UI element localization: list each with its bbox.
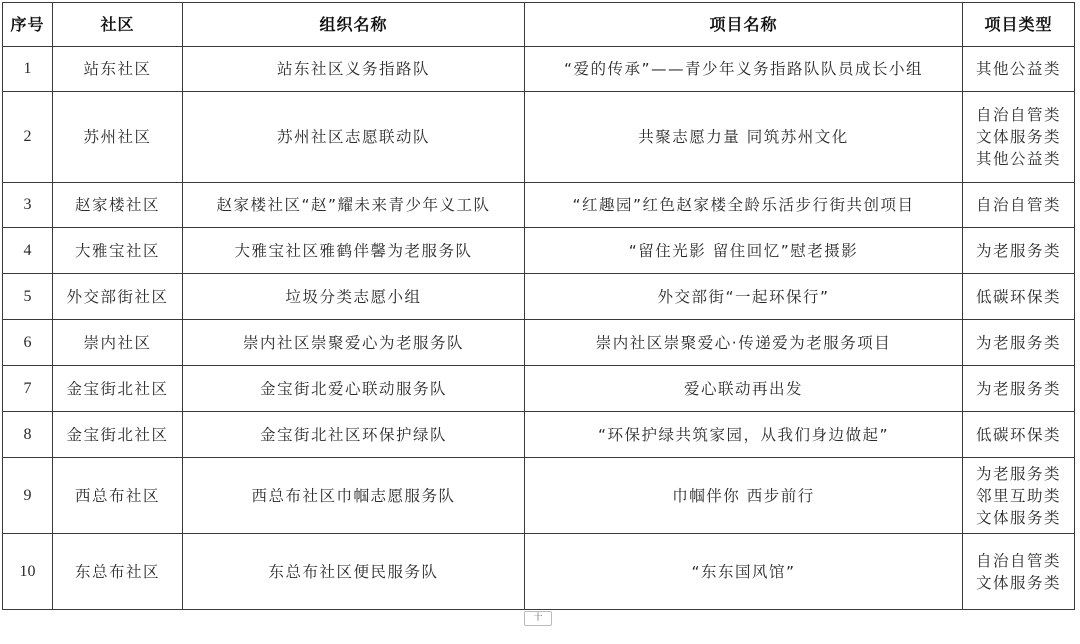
row-type bbox=[963, 228, 1075, 274]
row-project: “爱的传承”——青少年义务指路队队员成长小组 bbox=[525, 47, 963, 92]
project-type-label: 为老服务类 bbox=[975, 333, 1061, 352]
project-type-label: 文体服务类 bbox=[975, 128, 1061, 146]
row-organization: 西总布社区巾帼志愿服务队 bbox=[183, 458, 525, 534]
row-type bbox=[963, 320, 1075, 366]
project-type-label: 为老服务类 bbox=[975, 464, 1061, 483]
project-type-label: 文体服务类 bbox=[975, 573, 1061, 592]
row-community: 赵家楼社区 bbox=[53, 183, 183, 228]
project-type-label: 文体服务类 bbox=[975, 508, 1061, 527]
row-type bbox=[963, 366, 1075, 412]
row-organization: 大雅宝社区雅鹤伴馨为老服务队 bbox=[183, 228, 525, 274]
project-type-label: 自治自管类 bbox=[975, 106, 1061, 124]
project-type-label: 自治自管类 bbox=[975, 551, 1061, 570]
row-project: 爱心联动再出发 bbox=[525, 366, 963, 412]
table-row bbox=[3, 228, 1075, 274]
row-organization: 苏州社区志愿联动队 bbox=[183, 92, 525, 183]
project-table bbox=[2, 2, 1075, 610]
header-row bbox=[3, 3, 1075, 47]
row-project: 崇内社区崇聚爱心·传递爱为老服务项目 bbox=[525, 320, 963, 366]
row-type bbox=[963, 47, 1075, 92]
row-type bbox=[963, 183, 1075, 228]
row-no: 3 bbox=[3, 183, 53, 228]
table-body bbox=[3, 47, 1075, 610]
header-type: 项目类型 bbox=[963, 3, 1075, 47]
project-type-label: 其他公益类 bbox=[975, 60, 1061, 78]
row-community: 大雅宝社区 bbox=[53, 228, 183, 274]
row-organization: 垃圾分类志愿小组 bbox=[183, 274, 525, 320]
row-no: 10 bbox=[3, 534, 53, 610]
row-no: 6 bbox=[3, 320, 53, 366]
row-community: 苏州社区 bbox=[53, 92, 183, 183]
row-community: 崇内社区 bbox=[53, 320, 183, 366]
row-no: 5 bbox=[3, 274, 53, 320]
project-type-label: 自治自管类 bbox=[975, 196, 1061, 214]
project-type-label: 为老服务类 bbox=[975, 241, 1061, 260]
row-project: “留住光影 留住回忆”慰老摄影 bbox=[525, 228, 963, 274]
row-organization: 金宝街北社区环保护绿队 bbox=[183, 412, 525, 458]
project-type-label: 低碳环保类 bbox=[975, 287, 1061, 306]
row-community: 东总布社区 bbox=[53, 534, 183, 610]
table-row bbox=[3, 274, 1075, 320]
row-organization: 崇内社区崇聚爱心为老服务队 bbox=[183, 320, 525, 366]
row-community: 金宝街北社区 bbox=[53, 412, 183, 458]
table-row bbox=[3, 183, 1075, 228]
row-no: 8 bbox=[3, 412, 53, 458]
table-row bbox=[3, 320, 1075, 366]
table-row bbox=[3, 92, 1075, 183]
header-community: 社区 bbox=[53, 3, 183, 47]
row-no: 9 bbox=[3, 458, 53, 534]
row-organization: 金宝街北爱心联动服务队 bbox=[183, 366, 525, 412]
project-type-label: 为老服务类 bbox=[975, 379, 1061, 398]
row-organization: 站东社区义务指路队 bbox=[183, 47, 525, 92]
row-project: “环保护绿共筑家园，从我们身边做起” bbox=[525, 412, 963, 458]
row-project: 外交部街“一起环保行” bbox=[525, 274, 963, 320]
project-type-label: 低碳环保类 bbox=[975, 425, 1061, 444]
row-project: “东东国风馆” bbox=[525, 534, 963, 610]
page-marker: 十 bbox=[524, 611, 552, 626]
row-community: 外交部街社区 bbox=[53, 274, 183, 320]
row-project: 共聚志愿力量 同筑苏州文化 bbox=[525, 92, 963, 183]
project-type-label: 其他公益类 bbox=[975, 150, 1061, 168]
row-no: 4 bbox=[3, 228, 53, 274]
row-community: 站东社区 bbox=[53, 47, 183, 92]
row-project: 巾帼伴你 西步前行 bbox=[525, 458, 963, 534]
table-row bbox=[3, 534, 1075, 610]
row-type bbox=[963, 534, 1075, 610]
row-no: 7 bbox=[3, 366, 53, 412]
table-row bbox=[3, 47, 1075, 92]
header-organization: 组织名称 bbox=[183, 3, 525, 47]
header-no: 序号 bbox=[3, 3, 53, 47]
row-no: 2 bbox=[3, 92, 53, 183]
table-row bbox=[3, 412, 1075, 458]
row-organization: 东总布社区便民服务队 bbox=[183, 534, 525, 610]
header-project: 项目名称 bbox=[525, 3, 963, 47]
table-row bbox=[3, 366, 1075, 412]
row-type bbox=[963, 458, 1075, 534]
project-type-label: 邻里互助类 bbox=[975, 486, 1061, 505]
row-type bbox=[963, 412, 1075, 458]
table-row bbox=[3, 458, 1075, 534]
row-no: 1 bbox=[3, 47, 53, 92]
row-type bbox=[963, 92, 1075, 183]
row-community: 金宝街北社区 bbox=[53, 366, 183, 412]
row-organization: 赵家楼社区“赵”耀未来青少年义工队 bbox=[183, 183, 525, 228]
row-type bbox=[963, 274, 1075, 320]
row-community: 西总布社区 bbox=[53, 458, 183, 534]
row-project: “红趣园”红色赵家楼全龄乐活步行街共创项目 bbox=[525, 183, 963, 228]
